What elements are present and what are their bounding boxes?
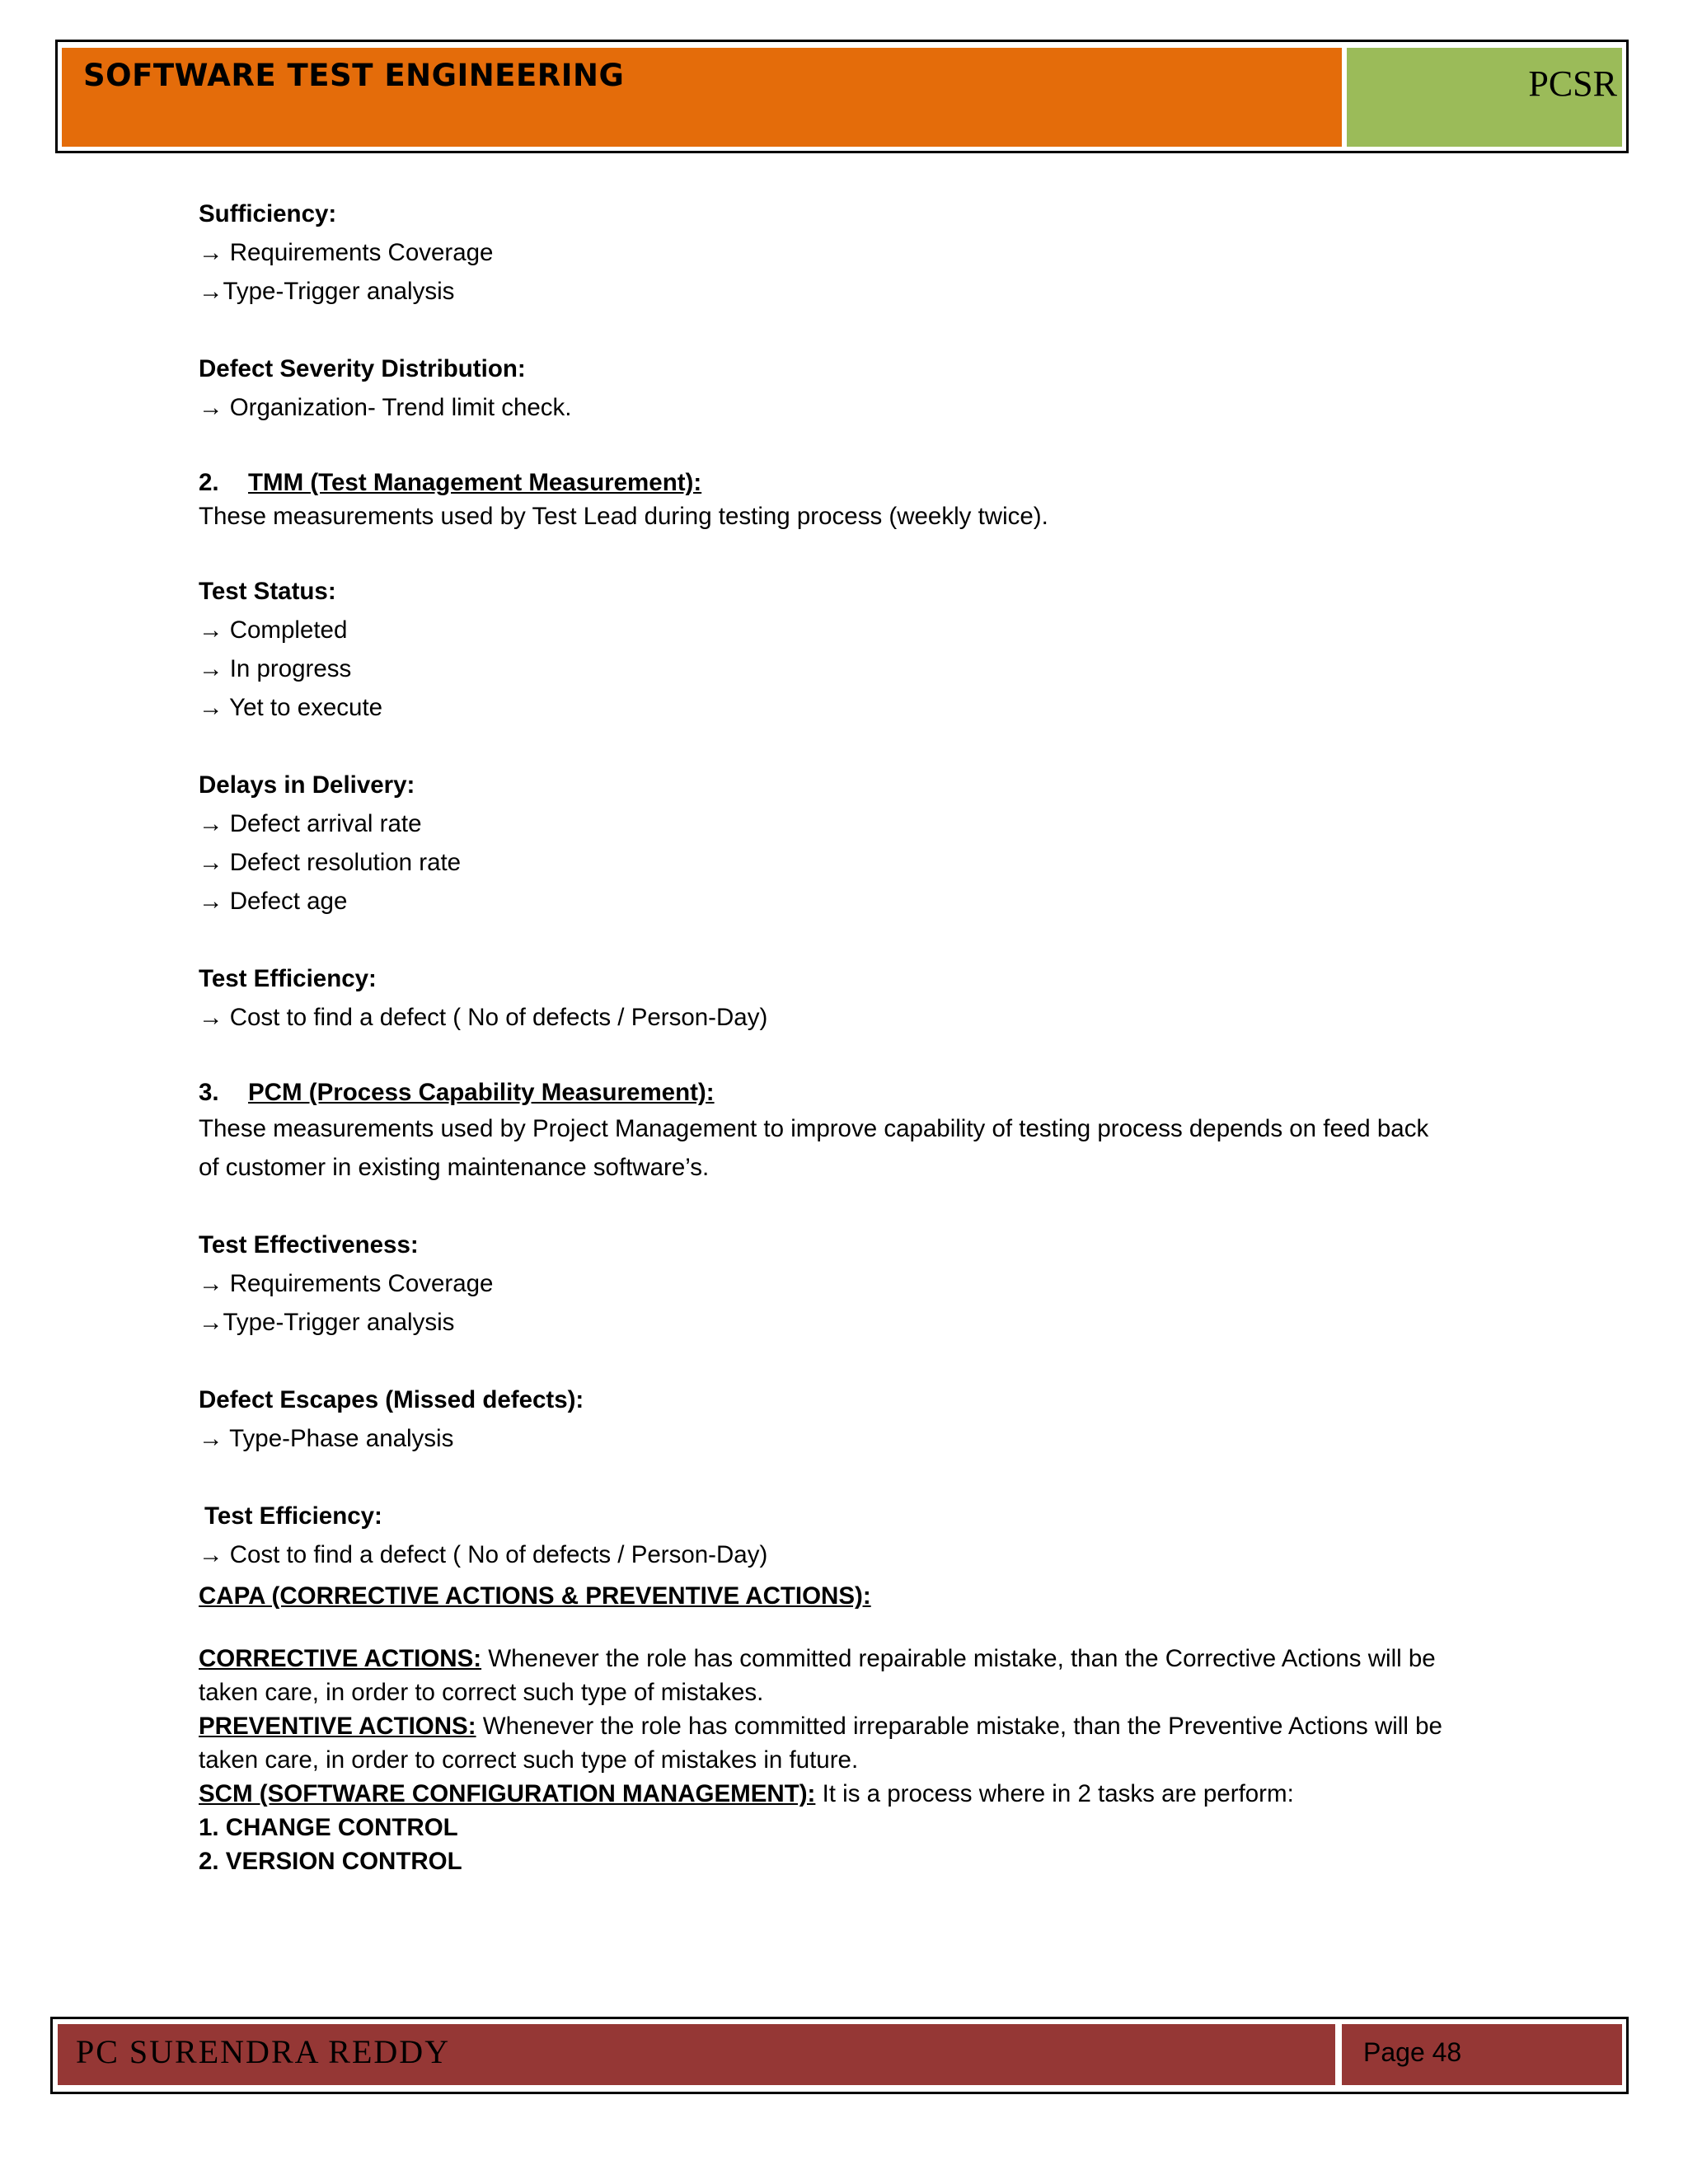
scm-text: It is a process where in 2 tasks are perform: [815, 1780, 1294, 1807]
preventive-text-cont: taken care, in order to correct such type of mistakes in future. [199, 1746, 859, 1774]
list-item: → Type-Phase analysis [199, 1425, 454, 1452]
delays-heading: Delays in Delivery: [199, 771, 415, 799]
corrective-text-cont: taken care, in order to correct such type of mistakes. [199, 1679, 764, 1706]
list-item: → Organization- Trend limit check. [199, 394, 572, 421]
tmm-section-title [199, 466, 1517, 499]
list-item: → Yet to execute [199, 694, 383, 721]
pcm-section-title [199, 1076, 1517, 1109]
test-status-heading: Test Status: [199, 578, 336, 605]
corrective-label: CORRECTIVE ACTIONS: [199, 1645, 482, 1672]
list-item: →Type-Trigger analysis [199, 1309, 455, 1336]
list-item: → Requirements Coverage [199, 239, 494, 266]
header-code: PCSR [1528, 63, 1617, 104]
tmm-title: TMM (Test Management Measurement): [248, 469, 702, 496]
corrective-text: Whenever the role has committed repairable mistake, than the Corrective Actions will be [481, 1645, 1436, 1672]
preventive-label: PREVENTIVE ACTIONS: [199, 1713, 476, 1740]
list-item: → Cost to find a defect ( No of defects / Person-Day) [199, 1541, 768, 1568]
capa-title: CAPA (CORRECTIVE ACTIONS & PREVENTIVE ACTIONS): [199, 1582, 871, 1610]
sufficiency-heading: Sufficiency: [199, 200, 337, 227]
scm-item: 2. VERSION CONTROL [199, 1848, 462, 1875]
corrective-actions [199, 1642, 1517, 1675]
list-item: → Defect age [199, 888, 348, 915]
tmm-number: 2. [199, 469, 219, 496]
preventive-text: Whenever the role has committed irreparable mistake, than the Preventive Actions will be [476, 1713, 1442, 1740]
pcm-description-line: of customer in existing maintenance software’s. [199, 1154, 710, 1181]
pcm-number: 3. [199, 1079, 219, 1106]
list-item: → Requirements Coverage [199, 1270, 494, 1297]
test-efficiency-heading: Test Efficiency: [199, 965, 377, 992]
list-item: →Type-Trigger analysis [199, 278, 455, 305]
test-effectiveness-heading: Test Effectiveness: [199, 1231, 419, 1258]
page-number: Page 48 [1363, 2037, 1462, 2067]
page-content [199, 194, 1517, 1878]
list-item: → In progress [199, 655, 352, 682]
list-item: → Completed [199, 616, 348, 644]
header-title: SOFTWARE TEST ENGINEERING [83, 58, 625, 93]
defect-escapes-heading: Defect Escapes (Missed defects): [199, 1386, 584, 1413]
pcm-title: PCM (Process Capability Measurement): [248, 1079, 715, 1106]
footer-author: PC SURENDRA REDDY [76, 2033, 451, 2070]
scm-line [199, 1777, 1517, 1811]
scm-item: 1. CHANGE CONTROL [199, 1814, 458, 1841]
pcm-description-line: These measurements used by Project Management to improve capability of testing process depends on feed back [199, 1115, 1429, 1142]
tmm-description: These measurements used by Test Lead during testing process (weekly twice). [199, 503, 1048, 530]
defect-severity-heading: Defect Severity Distribution: [199, 355, 526, 382]
list-item: → Defect arrival rate [199, 810, 422, 837]
scm-label: SCM (SOFTWARE CONFIGURATION MANAGEMENT): [199, 1780, 816, 1807]
preventive-actions [199, 1709, 1517, 1743]
list-item: → Cost to find a defect ( No of defects / Person-Day) [199, 1004, 768, 1031]
list-item: → Defect resolution rate [199, 849, 462, 876]
test-efficiency-heading-2: Test Efficiency: [204, 1502, 382, 1530]
